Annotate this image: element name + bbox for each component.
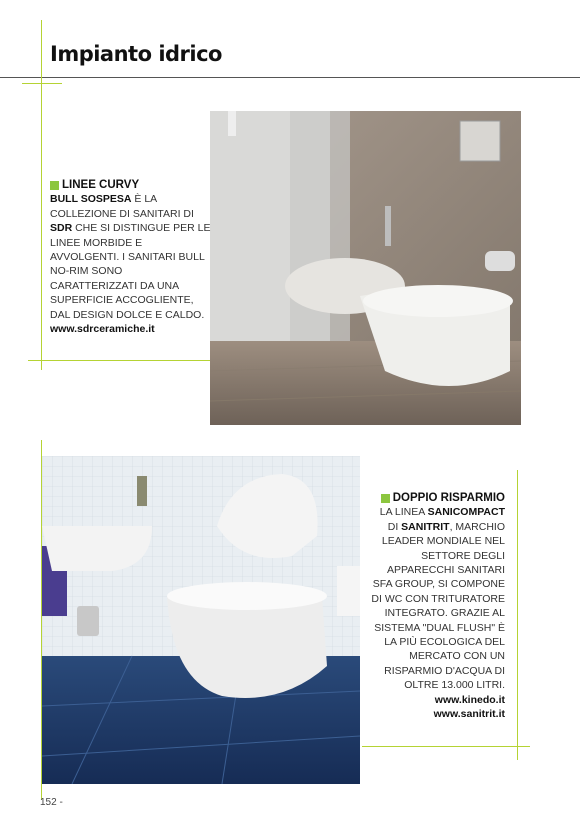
caption-linee-curvy bbox=[50, 178, 212, 336]
link-sanitrit[interactable]: www.sanitrit.it bbox=[433, 708, 505, 721]
green-horizontal-rule-caption2 bbox=[362, 746, 530, 747]
brand-sdr: SDR bbox=[50, 222, 73, 235]
photo-sanitrit-sanicompact bbox=[42, 456, 360, 784]
caption-body bbox=[368, 505, 505, 692]
caption-body-text: È LA COLLEZIONE DI SANITARI DI bbox=[50, 193, 194, 220]
link-kinedo[interactable]: www.kinedo.it bbox=[434, 693, 505, 706]
title-rule bbox=[0, 77, 580, 78]
green-square-bullet-icon bbox=[381, 494, 390, 503]
caption-heading-text: DOPPIO RISPARMIO bbox=[392, 492, 505, 504]
page-title: Impianto idrico bbox=[50, 42, 222, 66]
green-vertical-rule-top bbox=[41, 20, 42, 370]
caption-body-text: LA LINEA bbox=[379, 506, 428, 519]
green-horizontal-rule-left bbox=[22, 83, 62, 84]
caption-heading bbox=[50, 178, 212, 192]
link-sdrceramiche[interactable]: www.sdrceramiche.it bbox=[50, 323, 155, 336]
brand-sanitrit: SANITRIT bbox=[401, 520, 450, 533]
green-vertical-rule-right bbox=[517, 470, 518, 760]
green-square-bullet-icon bbox=[50, 181, 59, 190]
caption-body-text: CHE SI DISTINGUE PER LE LINEE MORBIDE E AVVOLGENTI. I SANITARI BULL NO-RIM SONO CARATTERIZZATI DA UNA SUPERFICIE ACCOGLIENTE, DAL DESIGN DOLCE E CALDO. bbox=[50, 222, 211, 321]
caption-body-text: DI bbox=[387, 520, 402, 533]
caption-body bbox=[50, 192, 212, 322]
caption-body-text: , MARCHIO LEADER MONDIALE NEL SETTORE DEGLI APPARECCHI SANITARI SFA GROUP, SI COMPONE DI WC CON TRITURATORE INTEGRATO. GRAZIE AL SISTEMA "DUAL FLUSH" È LA PIÙ ECOLOGICA DEL MERCATO CON UN RISPARMIO D'ACQUA DI OLTRE 13.000 LITRI. bbox=[371, 520, 505, 692]
page-number: 152 - bbox=[40, 797, 63, 808]
photo-sdr-bull-toilet bbox=[210, 111, 521, 425]
brand-bull-sospesa: BULL SOSPESA bbox=[50, 193, 132, 206]
green-horizontal-rule-caption1 bbox=[28, 360, 210, 361]
caption-heading bbox=[368, 491, 505, 505]
brand-sanicompact: SANICOMPACT bbox=[427, 506, 505, 519]
caption-doppio-risparmio bbox=[368, 491, 505, 722]
caption-heading-text: LINEE CURVY bbox=[62, 179, 140, 191]
